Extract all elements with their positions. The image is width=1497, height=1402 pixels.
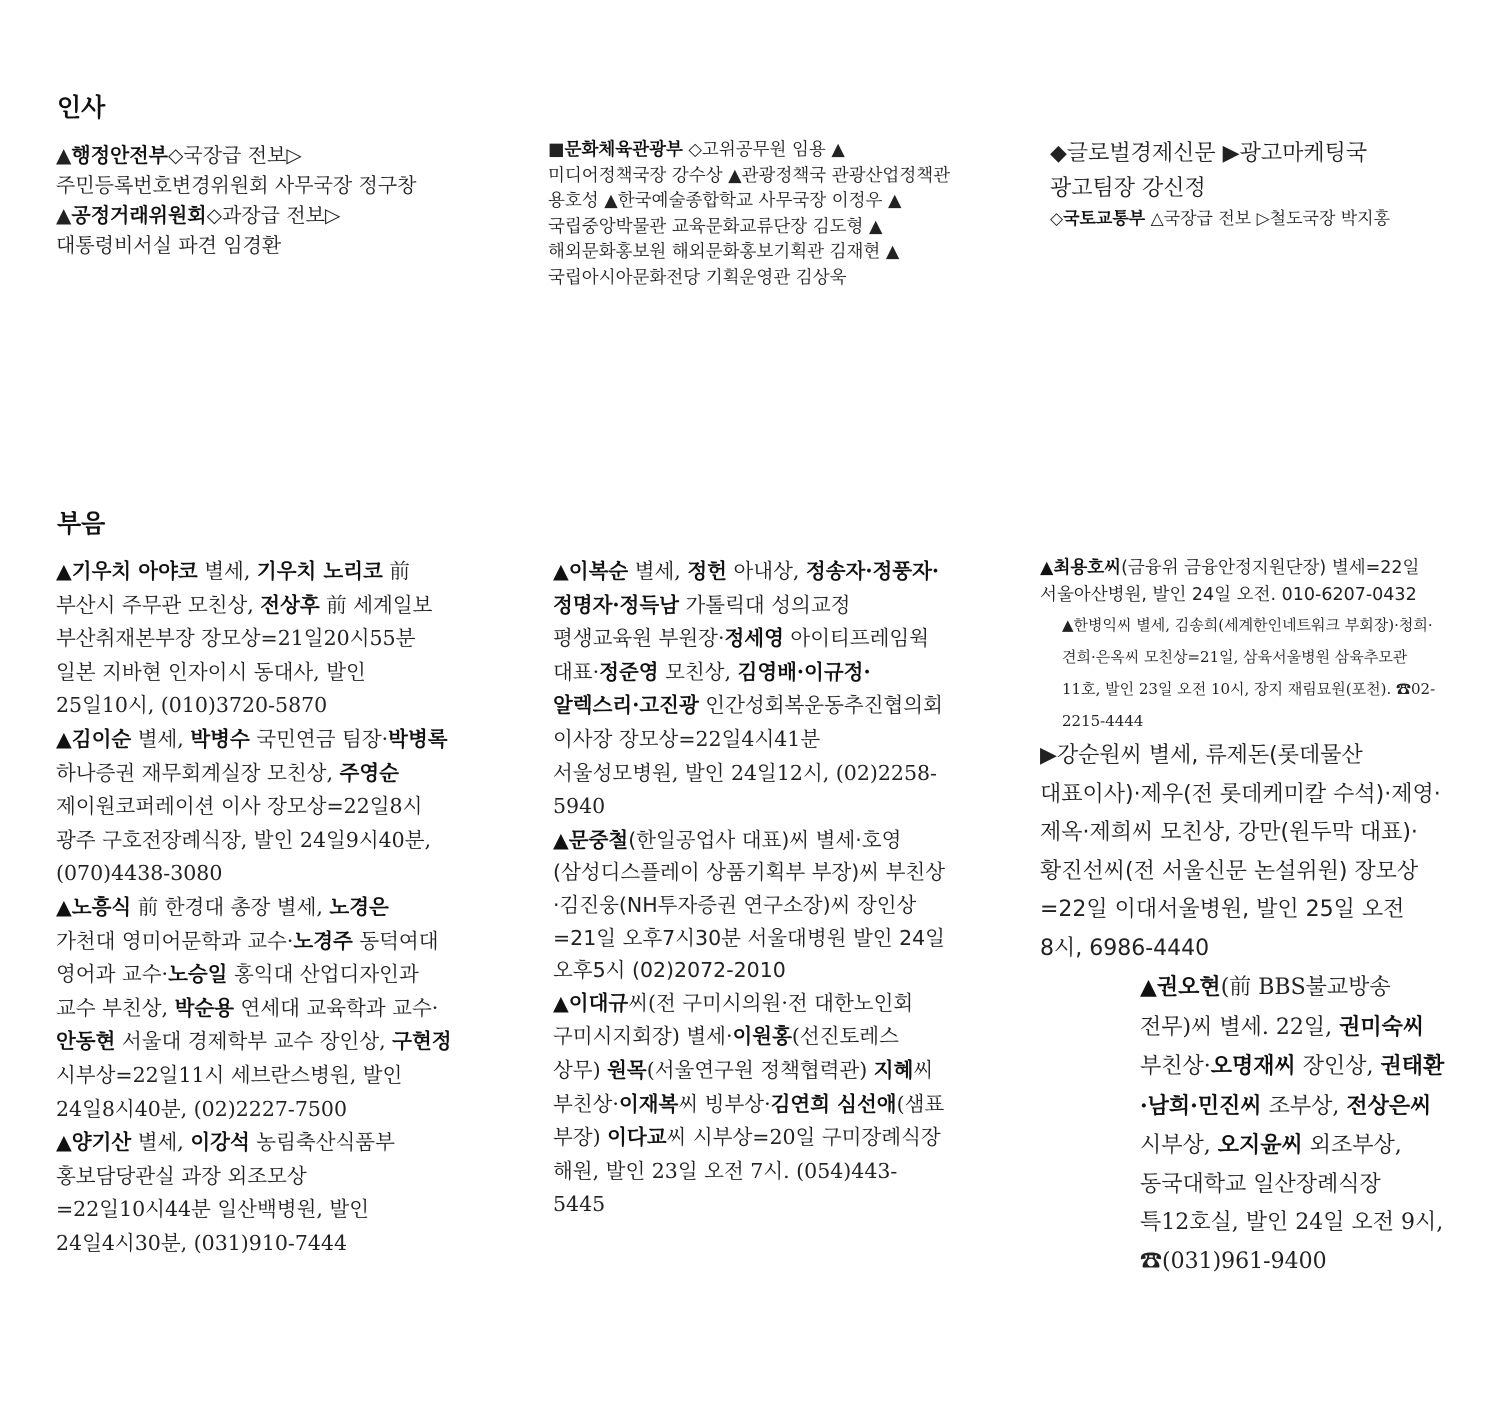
obituary-entry bbox=[1040, 968, 1445, 1281]
entry-text: 별세, 김송희(세계한인네트워크 부회장)·청희·견희·은옥씨 모친상=21일, 삼육서울병원 삼육추모관 11호, 발인 23일 오전 10시, 장지 재림묘원(포천). ☎02-2215-4444 bbox=[1062, 616, 1436, 730]
entry-marker: ■ bbox=[548, 140, 565, 160]
entry-name: 권미숙씨 bbox=[1339, 1013, 1425, 1040]
entry-text: (前 BBS불교방송 전무)씨 별세. 22일, bbox=[1140, 975, 1391, 1040]
entry-text: 하나증권 재무회계실장 모친상, bbox=[56, 760, 340, 785]
entry-marker: ▲ bbox=[56, 203, 72, 227]
entry-text: ◇과장급 전보▷대통령비서실 파견 임경환 bbox=[56, 203, 341, 257]
entry-name: 이재복 bbox=[618, 1091, 679, 1116]
entry-text: 동덕여대 영어과 교수· bbox=[56, 928, 439, 987]
entry-organization: 글로벌경제신문 bbox=[1066, 141, 1216, 166]
entry-text: ▶광고마케팅국 광고팀장 강신정 bbox=[1050, 141, 1368, 201]
appointments-column-3 bbox=[1050, 136, 1450, 232]
entry-name: 박순용 bbox=[174, 995, 234, 1020]
entry-marker: ▲ bbox=[56, 143, 72, 167]
entry-name: 정세영 bbox=[724, 626, 784, 651]
entry-deceased: ▲최용호씨 bbox=[1040, 558, 1122, 578]
entry-name: 권태환·남희·민진씨 bbox=[1140, 1053, 1445, 1119]
entry-text: ◇고위공무원 임용 ▲미디어정책국장 강수상 ▲관광정책국 관광산업정책관 용호성 ▲한국예술종합학교 사무국장 이정우 ▲국립중앙박물관 교육문화교류단장 김도형 ▲해외문화홍보원 해외문화홍보기획관 김재현 ▲국립아시아문화전당 기획운영관 김상욱 bbox=[548, 140, 951, 288]
entry-marker: ◇ bbox=[1050, 209, 1064, 229]
obituary-entry bbox=[1040, 737, 1445, 968]
entry-name: 김연희 심선애 bbox=[770, 1091, 897, 1116]
entry-text: 前 부산시 주무관 모친상, bbox=[56, 559, 410, 617]
entry-name: 기우치 노리코 bbox=[256, 559, 383, 583]
entry-text: 농림축산식품부 홍보담당관실 과장 외조모상=22일10시44분 일산백병원, 발인 24일4시30분, (031)910-7444 bbox=[56, 1130, 395, 1255]
entry-text: 시부상, bbox=[1140, 1133, 1218, 1158]
entry-deceased: ▲기우치 아야코 bbox=[56, 559, 198, 583]
entry-text: 前 세계일보 부산취재본부장 장모상=21일20시55분 일본 지바현 인자이시 동대사, 발인 25일10시, (010)3720-5870 bbox=[56, 592, 433, 718]
entry-name: 노경은 bbox=[329, 894, 389, 919]
entry-text: 부친상· bbox=[1140, 1054, 1211, 1079]
appointment-entry bbox=[548, 138, 953, 291]
appointments-column-1 bbox=[56, 140, 456, 260]
entry-name: 정준영 bbox=[599, 659, 659, 684]
obituary-entry bbox=[56, 891, 454, 1126]
entry-text: 서울대 경제학부 교수 장인상, bbox=[115, 1029, 393, 1054]
obituary-entry bbox=[553, 555, 948, 824]
entry-text: 아내상, bbox=[726, 559, 806, 583]
entry-organization: 국토교통부 bbox=[1063, 209, 1146, 229]
entry-organization: 행정안전부 bbox=[71, 143, 168, 167]
appointments-column-2 bbox=[548, 138, 953, 291]
obituary-entry bbox=[56, 723, 454, 891]
entry-text: 아이티프레임웍 대표· bbox=[553, 626, 930, 684]
entry-text: 별세, bbox=[131, 1130, 191, 1155]
entry-name: 정헌 bbox=[687, 559, 727, 583]
entry-deceased: ▲노흥식 bbox=[56, 894, 132, 919]
appointment-entry bbox=[56, 140, 456, 200]
entry-name: 박병록 bbox=[388, 726, 448, 751]
entry-text: (선진토레스 상무) bbox=[553, 1024, 899, 1082]
entry-name: 지혜 bbox=[873, 1057, 914, 1082]
entry-text: 연세대 교육학과 교수· bbox=[234, 995, 439, 1020]
entry-text: 前 한경대 총장 별세, bbox=[131, 894, 330, 919]
section-title-obituaries: 부음 bbox=[57, 509, 106, 538]
entry-deceased: ▲양기산 bbox=[56, 1130, 132, 1155]
entry-name: 노승일 bbox=[168, 962, 228, 987]
entry-name: 전상후 bbox=[260, 592, 320, 617]
entry-text: (서울연구원 정책협력관) bbox=[646, 1057, 874, 1082]
entry-text: 가천대 영미어문학과 교수· bbox=[56, 928, 294, 953]
entry-organization: 문화체육관광부 bbox=[564, 140, 683, 160]
appointment-entry bbox=[1050, 206, 1450, 232]
entry-text: 국민연금 팀장· bbox=[249, 726, 389, 751]
entry-text: (샘표 부장) bbox=[553, 1091, 945, 1150]
appointment-entry bbox=[1050, 136, 1450, 206]
obituary-entry bbox=[1040, 609, 1445, 737]
entry-text: 씨 빙부상· bbox=[678, 1091, 771, 1116]
entry-text: 제이원코퍼레이션 이사 장모상=22일8시 광주 구호전장례식장, 발인 24일9시40분, (070)4438-3080 bbox=[56, 794, 432, 886]
entry-name: 주영순 bbox=[339, 760, 399, 785]
entry-deceased: ▶강순원씨 bbox=[1040, 743, 1142, 768]
entry-text: (한일공업사 대표)씨 별세·호영(삼성디스플레이 상품기획부 부장)씨 부친상·김진웅(NH투자증권 연구소장)씨 장인상=21일 오후7시30분 서울대병원 발인 24일 오후5시 (02)2072-2010 bbox=[553, 827, 945, 983]
entry-text: 씨 시부상=20일 구미장례식장 해원, 발인 23일 오전 7시. (054)443-5445 bbox=[553, 1125, 941, 1217]
entry-text: 인간성회복운동추진협의회 이사장 장모상=22일4시41분 서울성모병원, 발인 24일12시, (02)2258-5940 bbox=[553, 693, 943, 819]
entry-name: 정송자·정풍자·정명자·정득남 bbox=[553, 559, 940, 617]
entry-text: △국장급 전보 ▷철도국장 박지홍 bbox=[1145, 209, 1391, 229]
entry-text: 별세, 류제돈(롯데물산 대표이사)·제우(전 롯데케미칼 수석)·제영·제옥·제희씨 모친상, 강만(원두막 대표)·황진선씨(전 서울신문 논설위원) 장모상=22일 이대서울병원, 발인 25일 오전 8시, 6986-4440 bbox=[1040, 743, 1441, 961]
obituary-entry bbox=[1040, 555, 1445, 609]
entry-text: 별세, bbox=[131, 726, 191, 751]
entry-name: 구현정 bbox=[392, 1029, 452, 1054]
obituary-entry bbox=[553, 824, 948, 987]
entry-deceased: ▲문중철 bbox=[553, 827, 629, 852]
entry-text: 별세, bbox=[197, 559, 257, 583]
entry-name: 박병수 bbox=[190, 726, 250, 751]
entry-deceased: ▲이대규 bbox=[553, 990, 629, 1015]
entry-text: 홍익대 산업디자인과 교수 부친상, bbox=[56, 962, 419, 1020]
entry-text: 씨 부친상· bbox=[553, 1057, 934, 1116]
entry-text: 가톨릭대 성의교정 평생교육원 부원장· bbox=[553, 592, 851, 651]
obituaries-column-2 bbox=[553, 555, 948, 1222]
entry-name: 원목 bbox=[607, 1057, 647, 1082]
entry-text: 시부상=22일11시 세브란스병원, 발인 24일8시40분, (02)2227-7500 bbox=[56, 1062, 403, 1121]
entry-text: 외조부상, 동국대학교 일산장례식장 특12호실, 발인 24일 오전 9시, ☎(031)961-9400 bbox=[1140, 1133, 1444, 1274]
obituaries-column-1 bbox=[56, 555, 454, 1260]
entry-text: 별세, bbox=[628, 559, 688, 583]
entry-name: 오명재씨 bbox=[1210, 1053, 1296, 1079]
entry-deceased: ▲김이순 bbox=[56, 726, 132, 751]
entry-organization: 공정거래위원회 bbox=[71, 203, 207, 227]
entry-deceased: ▲한병익씨 bbox=[1062, 616, 1132, 634]
entry-marker: ◆ bbox=[1050, 141, 1067, 166]
entry-name: 이다교 bbox=[607, 1125, 667, 1150]
entry-text: 조부상, bbox=[1261, 1093, 1347, 1119]
obituary-entry bbox=[56, 1126, 454, 1260]
entry-name: 이원홍 bbox=[732, 1024, 792, 1049]
entry-text: 모친상, bbox=[658, 659, 738, 684]
entry-name: 오지윤씨 bbox=[1217, 1132, 1303, 1158]
obituary-entry bbox=[56, 555, 454, 723]
entry-text: 씨(전 구미시의원·전 대한노인회 구미시지회장) 별세· bbox=[553, 990, 914, 1049]
entry-name: 전상은씨 bbox=[1346, 1092, 1432, 1119]
entry-deceased: ▲권오현 bbox=[1140, 974, 1221, 1000]
section-title-appointments: 인사 bbox=[57, 93, 106, 122]
entry-deceased: ▲이복순 bbox=[553, 559, 629, 583]
appointment-entry bbox=[56, 200, 456, 260]
entry-name: 김영배·이규정·알렉스리·고진광 bbox=[553, 659, 871, 718]
entry-name: 안동현 bbox=[56, 1029, 116, 1054]
entry-text: ◇국장급 전보▷주민등록번호변경위원회 사무국장 정구창 bbox=[56, 143, 417, 197]
obituaries-column-3 bbox=[1040, 555, 1445, 1281]
obituary-entry bbox=[553, 987, 948, 1222]
entry-text: 장인상, bbox=[1295, 1054, 1381, 1079]
entry-text: (금융위 금융안정지원단장) 별세=22일 서울아산병원, 발인 24일 오전. 010-6207-0432 bbox=[1040, 558, 1420, 605]
entry-name: 이강석 bbox=[190, 1130, 250, 1155]
entry-name: 노경주 bbox=[293, 928, 353, 953]
